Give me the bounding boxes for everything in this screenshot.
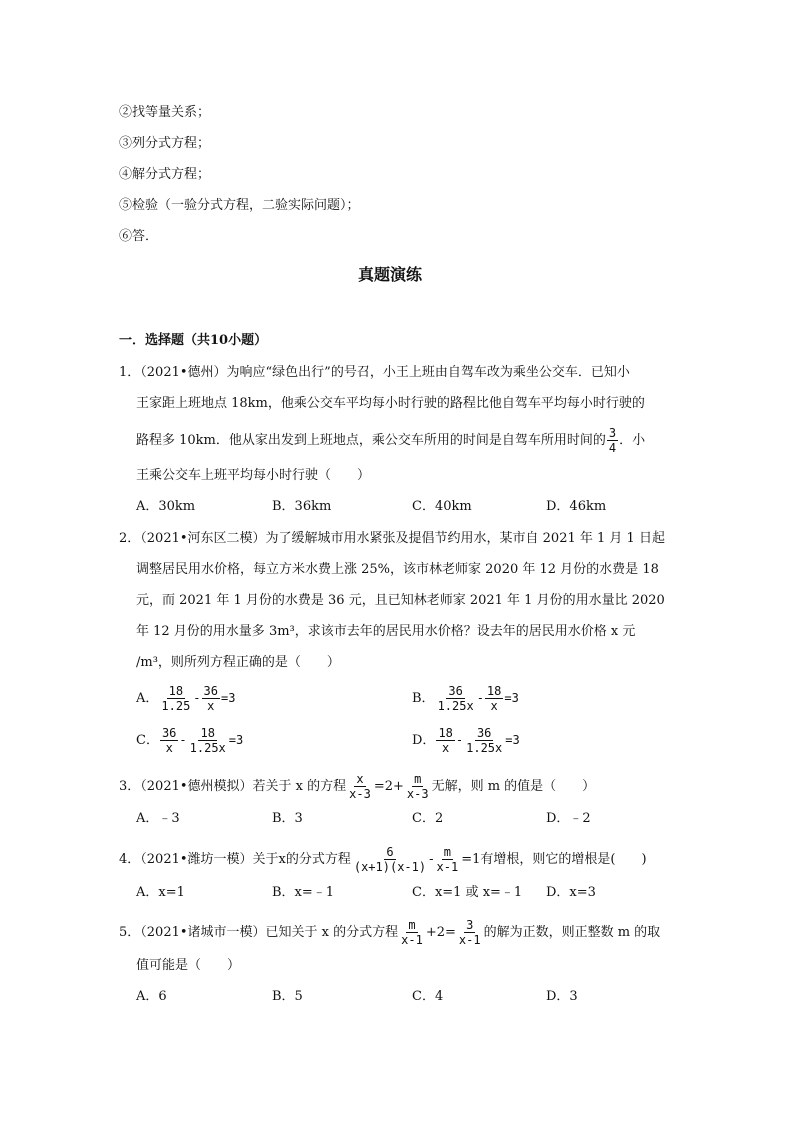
q1-line3-tail: ．小 bbox=[619, 433, 646, 448]
q3-f1-num: x bbox=[356, 772, 364, 786]
q5-post: 的解为正数，则正整数 m 的取 bbox=[483, 925, 661, 940]
q5-mid: +2= bbox=[425, 925, 456, 940]
q4-mid: - bbox=[429, 852, 434, 867]
q5-line1 bbox=[119, 918, 660, 947]
q3-f2-num: m bbox=[414, 772, 422, 786]
q1-frac-num: 3 bbox=[608, 426, 617, 440]
q3-pre: 3．（2021•德州模拟）若关于 x 的方程 bbox=[119, 779, 347, 794]
q1-option-c[interactable]: C．40km bbox=[412, 499, 472, 514]
part-heading: 一．选择题（共10小题） bbox=[119, 333, 268, 348]
q5-f2-den: x-1 bbox=[458, 933, 481, 947]
step-5: ⑤检验（一验分式方程，二验实际问题）； bbox=[119, 198, 360, 213]
q4-option-d[interactable]: D．x=3 bbox=[546, 885, 596, 900]
step-2: ②找等量关系； bbox=[119, 105, 211, 120]
q2-option-c[interactable]: C． $\frac{36}{x}$ - $\frac{18}{1.25x}$ =3 bbox=[136, 726, 244, 755]
q4-f1-den: (x+1)(x-1) bbox=[353, 860, 427, 874]
q2-c-label: C． bbox=[136, 733, 159, 748]
q1-line1: 1．（2021•德州）为响应“绿色出行”的号召，小王上班由自驾车改为乘坐公交车．已知小 bbox=[119, 365, 630, 380]
q1-option-d[interactable]: D．46km bbox=[546, 499, 607, 514]
q5-option-c[interactable]: C．4 bbox=[412, 989, 444, 1004]
q2-b-eq: =3 bbox=[504, 691, 519, 705]
q2-option-d[interactable]: D． $\frac{18}{x}$ - $\frac{36}{1.25x}$ =3 bbox=[412, 726, 520, 755]
q4-option-b[interactable]: B．x=﹣1 bbox=[272, 885, 335, 900]
q3-f1-den: x-3 bbox=[349, 787, 371, 801]
q1-option-b[interactable]: B．36km bbox=[272, 499, 332, 514]
q2-d-f2-num: 36 bbox=[476, 726, 492, 740]
q1-line2: 王家距上班地点 18km，他乘公交车平均每小时行驶的路程比他自驾车平均每小时行驶的 bbox=[136, 396, 645, 411]
step-6: ⑥答． bbox=[119, 229, 159, 244]
q2-b-f1-den: 1.25x bbox=[437, 699, 474, 713]
q4-line1 bbox=[119, 845, 647, 874]
q4-option-c[interactable]: C．x=1 或 x=﹣1 bbox=[412, 885, 523, 900]
q2-c-eq: =3 bbox=[228, 733, 244, 747]
q2-a-f2-num: 36 bbox=[203, 684, 218, 698]
q2-d-f1-den: x bbox=[442, 741, 450, 755]
q5-option-b[interactable]: B．5 bbox=[272, 989, 303, 1004]
q2-d-f1-num: 18 bbox=[438, 726, 453, 740]
q1-frac-den: 4 bbox=[608, 441, 617, 455]
q2-b-f1-num: 36 bbox=[448, 684, 463, 698]
q2-a-f1-den: 1.25 bbox=[161, 699, 191, 713]
q2-d-f2-den: 1.25x bbox=[466, 741, 503, 755]
q2-line1: 2．（2021•河东区二模）为了缓解城市用水紧张及提倡节约用水，某市自 2021 年 1 月 1 日起 bbox=[119, 531, 665, 546]
q5-line2: 值可能是（ ） bbox=[136, 958, 241, 973]
q2-line5: /m³，则所列方程正确的是（ ） bbox=[136, 655, 340, 670]
q1-line3-text: 路程多 10km．他从家出发到上班地点，乘公交车所用的时间是自驾车所用时间的 bbox=[136, 433, 606, 448]
q1-option-a[interactable]: A．30km bbox=[136, 499, 196, 514]
q4-f1-num: 6 bbox=[386, 845, 394, 859]
q4-f2-den: x-1 bbox=[436, 860, 459, 874]
q5-f1-den: x-1 bbox=[401, 933, 423, 947]
q2-b-label: B． bbox=[412, 691, 435, 706]
q2-line4: 年 12 月份的用水量多 3m³，求该市去年的居民用水价格？设去年的居民用水价格 x 元 bbox=[136, 624, 636, 639]
q5-pre: 5．（2021•诸城市一模）已知关于 x 的分式方程 bbox=[119, 925, 399, 940]
q2-d-label: D． bbox=[412, 733, 436, 748]
q3-option-b[interactable]: B．3 bbox=[272, 811, 303, 826]
q3-post: 无解，则 m 的值是（ ） bbox=[431, 779, 596, 794]
q5-f1-num: m bbox=[408, 918, 416, 932]
q2-a-f1-num: 18 bbox=[168, 684, 184, 698]
q2-d-eq: =3 bbox=[505, 733, 520, 747]
q2-b-f2-num: 18 bbox=[486, 684, 502, 698]
q2-line2: 调整居民用水价格，每立方米水费上涨 25%，该市林老师家 2020 年 12 月份的水费是 18 bbox=[136, 562, 659, 577]
q2-line3: 元，而 2021 年 1 月份的水费是 36 元，且已知林老师家 2021 年 1 月份的用水量比 2020 bbox=[136, 593, 665, 608]
q5-f2-num: 3 bbox=[466, 918, 474, 932]
q1-line3 bbox=[136, 426, 645, 455]
q2-b-f2-den: x bbox=[490, 699, 498, 713]
q4-pre: 4．（2021•潍坊一模）关于x的分式方程 bbox=[119, 852, 351, 867]
q4-option-a[interactable]: A．x=1 bbox=[136, 885, 185, 900]
q2-option-a[interactable]: A． $\frac{18}{1.25}$ - $\frac{36}{x}$ =3 bbox=[136, 684, 236, 713]
section-title: 真题演练 bbox=[358, 265, 423, 284]
q2-a-f2-den: x bbox=[207, 699, 215, 713]
q3-f2-den: x-3 bbox=[406, 787, 429, 801]
q4-f2-num: m bbox=[443, 845, 451, 859]
q2-a-label: A． bbox=[136, 691, 159, 706]
step-3: ③列分式方程； bbox=[119, 136, 211, 151]
q2-c-f2-den: 1.25x bbox=[189, 741, 226, 755]
q2-c-f1-num: 36 bbox=[161, 726, 177, 740]
q4-post: =1有增根，则它的增根是( ) bbox=[461, 852, 647, 867]
q3-option-a[interactable]: A．﹣3 bbox=[136, 811, 180, 826]
q2-c-f2-num: 18 bbox=[200, 726, 215, 740]
q3-option-c[interactable]: C．2 bbox=[412, 811, 444, 826]
q3-line1 bbox=[119, 772, 595, 801]
q2-c-f1-den: x bbox=[165, 741, 173, 755]
q3-mid: =2+ bbox=[373, 779, 404, 794]
q3-option-d[interactable]: D．﹣2 bbox=[546, 811, 591, 826]
q2-a-eq: =3 bbox=[220, 691, 236, 705]
step-4: ④解分式方程； bbox=[119, 167, 211, 182]
q5-option-a[interactable]: A．6 bbox=[136, 989, 167, 1004]
q2-option-b[interactable]: B． $\frac{36}{1.25x}$ - $\frac{18}{x}$ =3 bbox=[412, 684, 519, 713]
q1-fraction bbox=[607, 426, 618, 455]
q5-option-d[interactable]: D．3 bbox=[546, 989, 578, 1004]
q1-line4: 王乘公交车上班平均每小时行驶（ ） bbox=[136, 468, 371, 483]
